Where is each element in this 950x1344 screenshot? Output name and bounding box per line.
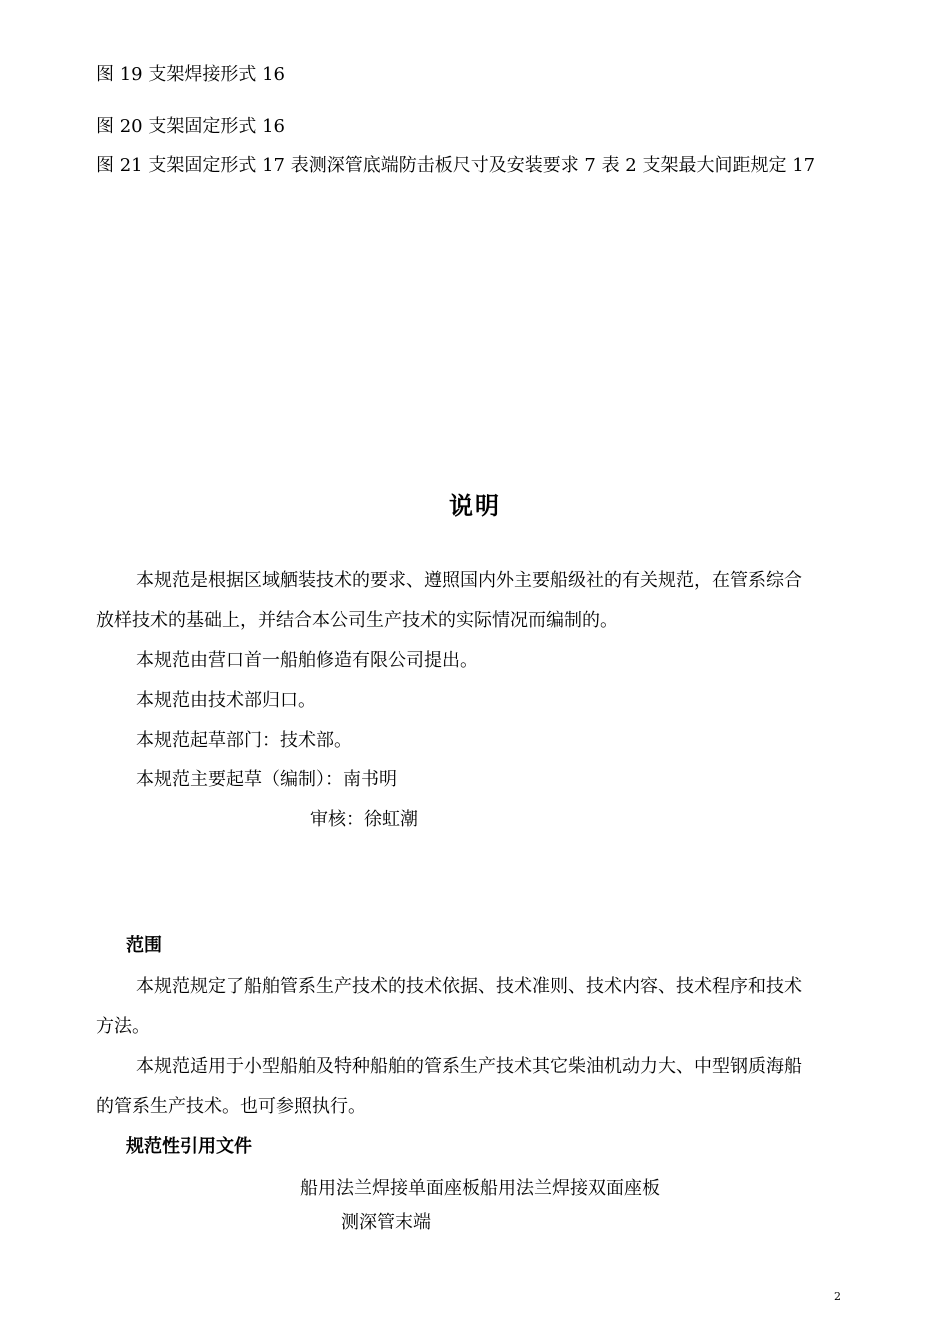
toc-line-fig19: 图 19 支架焊接形式 16 [96, 64, 285, 85]
toc-line-fig21: 图 21 支架固定形式 17 表测深管底端防击板尺寸及安装要求 7 表 2 支架最大间距规定 17 [96, 155, 816, 176]
explanation-drafting-dept: 本规范起草部门：技术部。 [136, 730, 352, 751]
scope-para1-line2: 方法。 [96, 1016, 150, 1037]
references-line2: 测深管末端 [341, 1212, 431, 1233]
scope-heading: 范围 [126, 935, 162, 956]
scope-para2-line2: 的管系生产技术。也可参照执行。 [96, 1096, 366, 1117]
section-title-explanation: 说明 [449, 492, 501, 520]
scope-para2-line1: 本规范适用于小型船舶及特种船舶的管系生产技术其它柴油机动力大、中型钢质海船 [136, 1056, 802, 1077]
references-heading: 规范性引用文件 [126, 1136, 252, 1157]
explanation-para1-line1: 本规范是根据区域舾装技术的要求、遵照国内外主要船级社的有关规范，在管系综合 [136, 570, 802, 591]
explanation-proposed-by: 本规范由营口首一船舶修造有限公司提出。 [136, 650, 478, 671]
explanation-reviewer: 审核：徐虹潮 [310, 809, 418, 830]
explanation-para1-line2: 放样技术的基础上，并结合本公司生产技术的实际情况而编制的。 [96, 610, 618, 631]
page-number: 2 [834, 1290, 841, 1303]
explanation-managed-by: 本规范由技术部归口。 [136, 690, 316, 711]
references-line1: 船用法兰焊接单面座板船用法兰焊接双面座板 [300, 1178, 660, 1199]
explanation-main-drafter: 本规范主要起草（编制）：南书明 [136, 769, 397, 790]
toc-line-fig20: 图 20 支架固定形式 16 [96, 116, 285, 137]
scope-para1-line1: 本规范规定了船舶管系生产技术的技术依据、技术准则、技术内容、技术程序和技术 [136, 976, 802, 997]
